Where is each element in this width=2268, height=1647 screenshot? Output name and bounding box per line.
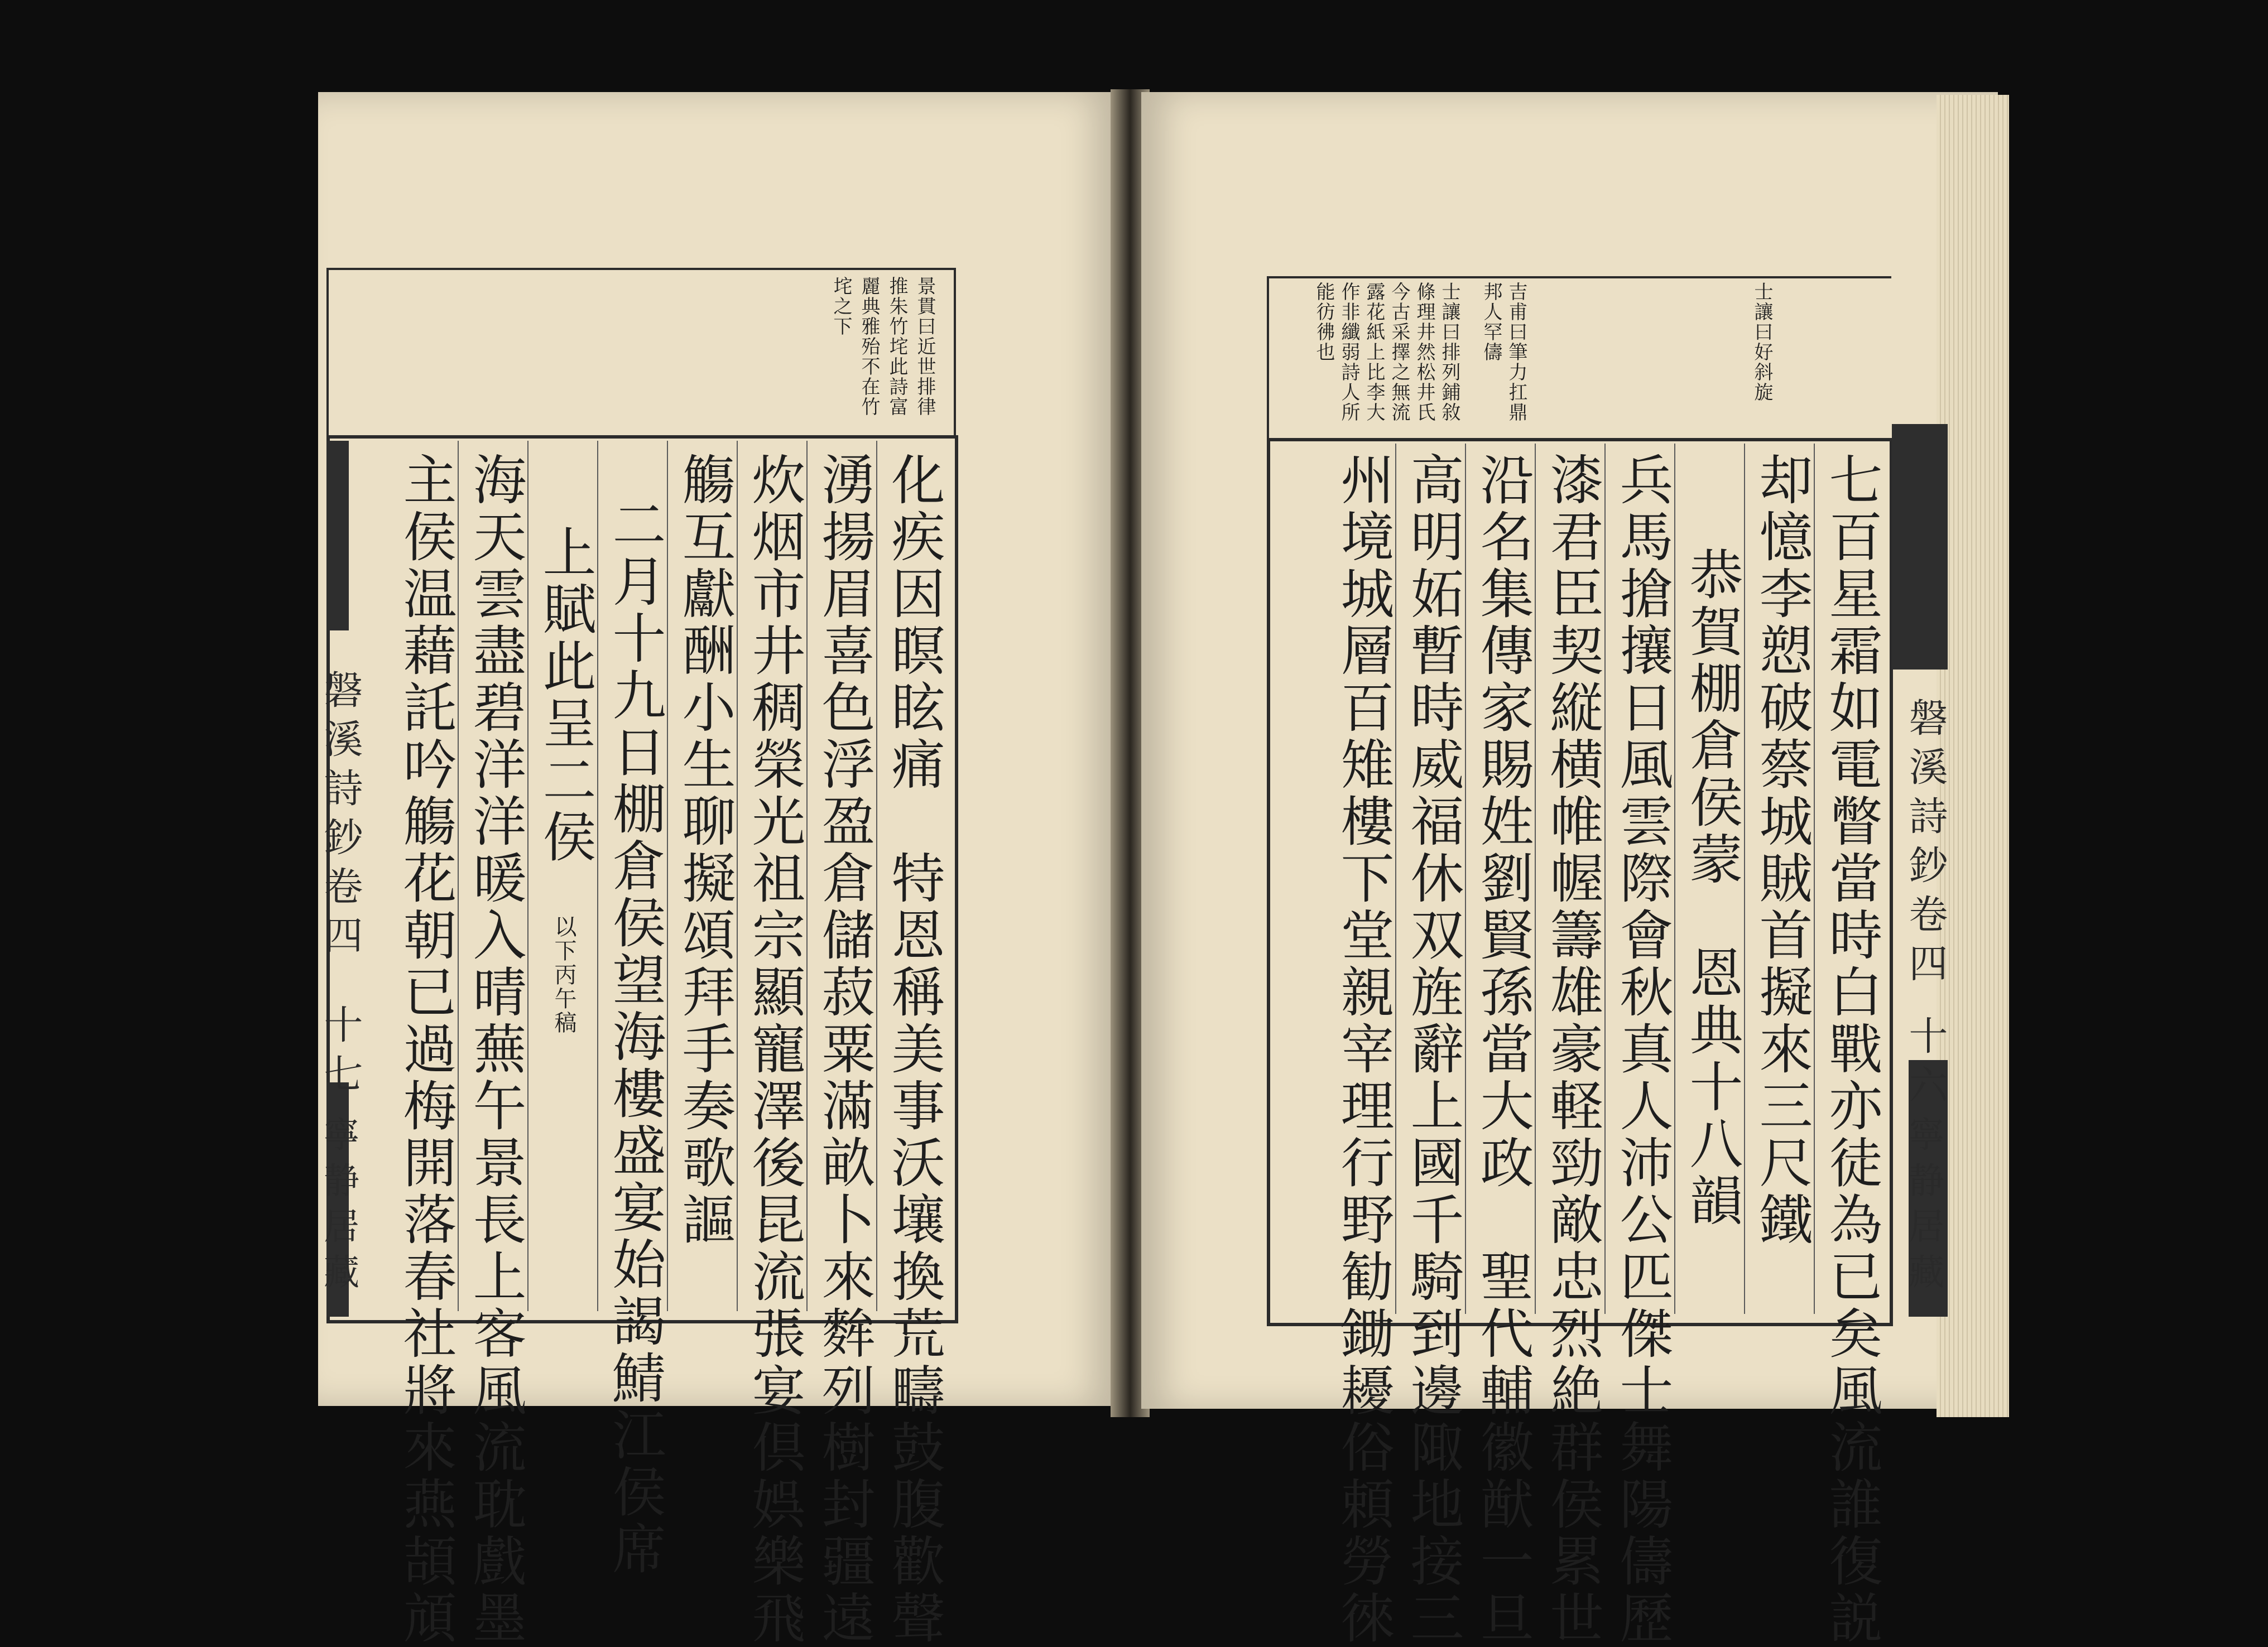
right-headnote-3d: 露花紙上比李大 [1363,282,1385,422]
right-text-col-4: 兵馬搶攘日風雲際會秋真人沛公匹傑士舞陽儔歷 [1611,452,1674,1647]
left-text-col-8: 主侯温藉託吟觴花朝已過梅開落春社將來燕頡頏 [395,452,457,1647]
left-text-col-6: 上賦此呈二侯 [534,524,597,866]
right-text-col-1: 七百星霜如電瞥當時白戰亦徒為已矣風流誰復説 [1820,452,1883,1647]
right-headnote-3e: 作非纖弱詩人所 [1338,282,1360,422]
right-banner-fold [1892,424,1948,670]
right-text-col-5: 漆君臣契縦横帷幄籌雄豪軽勁敵忠烈絶群侯累世 [1541,452,1604,1647]
left-text-col-1: 化疾因瞑眩痛 特恩稱美事沃壤換荒疇鼓腹歡聲 [883,452,945,1647]
left-imprint: 寧静居藏 [318,1116,359,1299]
right-imprint: 寧静居藏 [1902,1116,1944,1299]
right-headnote-1: 士讓曰好斜旋 [1751,282,1773,402]
left-text-col-3: 炊烟市井稠榮光祖宗顯寵澤後昆流張宴倶娯樂飛 [743,452,806,1647]
right-text-col-7: 高明妬暫時威福休双旌辭上國千騎到邊陬地接三 [1402,452,1464,1647]
right-text-col-2: 却憶李愬破蔡城賊首擬來三尺鐵 [1751,452,1813,1249]
left-headnote-2: 推朱竹垞此詩富 [886,276,908,417]
left-text-col-7: 海天雲盡碧洋洋暖入晴蕪午景長上客風流耽戲墨 [464,452,527,1647]
left-headnote-1: 景貫曰近世排律 [914,276,936,417]
left-text-col-2: 湧揚眉喜色浮盈倉儲菽粟滿畝卜來麰列樹封疆遠 [813,452,876,1647]
left-note-small: 以下丙午稿 [551,915,576,1035]
right-headnote-frame [1267,276,1891,440]
left-banner-title: 磐溪詩鈔卷四 [318,670,363,964]
left-headnote-3: 麗典雅殆不在竹 [858,276,880,417]
right-text-col-8: 州境城層百雉樓下堂親宰理行野勧鋤耰俗頼勞徠 [1332,452,1395,1647]
right-headnote-2a: 吉甫曰筆力扛鼎 [1505,282,1527,422]
left-text-col-5: 二月十九日棚倉侯望海樓盛宴始謁鯖江侯席 [604,497,666,1578]
right-headnote-3f: 能彷彿也 [1313,282,1335,362]
right-headnote-3b: 條理井然松井氏 [1413,282,1435,422]
right-headnote-3c: 今古采擇之無流 [1388,282,1410,422]
left-folio: 十七 [318,1004,363,1102]
left-headnote-4: 垞之下 [830,276,852,336]
right-text-col-6: 沿名集傳家賜姓劉賢孫當大政 聖代輔徽猷一旦 [1472,452,1534,1647]
right-text-col-3: 恭賀棚倉侯蒙 恩典十八韻 [1681,547,1743,1230]
right-folio: 十六 [1902,1015,1948,1114]
left-banner-fold [326,441,349,630]
right-headnote-2b: 邦人罕儔 [1480,282,1502,362]
right-banner-title: 磐溪詩鈔卷四 [1902,697,1948,992]
right-headnote-3a: 士讓曰排列鋪敘 [1438,282,1460,422]
left-text-col-4: 觴互獻酬小生聊擬頌拜手奏歌謳 [674,452,736,1249]
